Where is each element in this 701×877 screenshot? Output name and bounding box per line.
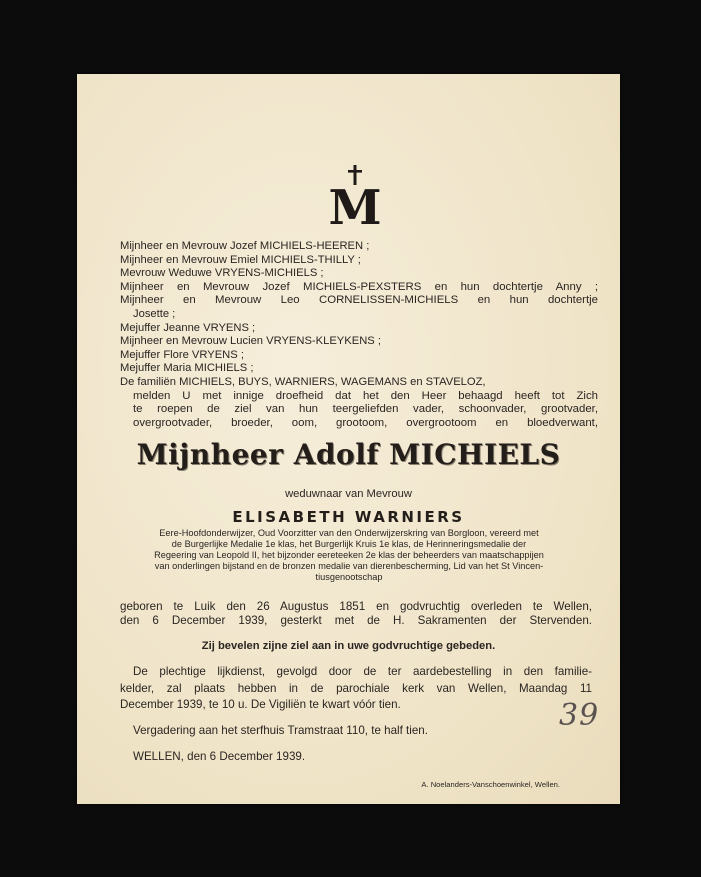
birth-line-1: geboren te Luik den 26 Augustus 1851 en godvruchtig overleden te Wellen, [120, 600, 592, 613]
biography-line-3: Regeering van Leopold II, het bijzonder eereteeken 2e klas der beheerders van maatschappijen [154, 550, 544, 560]
family-line-3: Mevrouw Weduwe VRYENS-MICHIELS ; [120, 267, 324, 280]
biography-line-2: de Burgerlijke Medalie 1e klas, het Burgerlijk Kruis 1e klas, de Herinneringsmedalie der [171, 539, 527, 549]
family-line-5: Mijnheer en Mevrouw Leo CORNELISSEN-MICHIELS en hun dochtertje [120, 294, 598, 307]
family-line-8: Mijnheer en Mevrouw Lucien VRYENS-KLEYKENS ; [120, 335, 381, 348]
printer-credit: A. Noelanders-Vanschoenwinkel, Wellen. [421, 780, 560, 789]
funeral-info [120, 664, 592, 714]
mourning-card [77, 74, 620, 804]
announcement-line-3: overgrootvader, broeder, oom, grootoom, overgrootoom en bloedverwant, [133, 416, 598, 429]
biography-line-1: Eere-Hoofdonderwijzer, Oud Voorzitter van den Onderwijzerskring van Borgloon, vereerd met [159, 528, 539, 538]
family-line-10: Mejuffer Maria MICHIELS ; [120, 362, 254, 375]
funeral-line-2: kelder, zal plaats hebben in de parochiale kerk van Wellen, Maandag 11 [120, 681, 592, 695]
family-line-6: Josette ; [133, 308, 176, 320]
cross-monogram-icon [329, 164, 381, 226]
family-line-9: Mejuffer Flore VRYENS ; [120, 348, 244, 361]
widower-line: weduwnaar van Mevrouw [285, 488, 412, 500]
birth-death-info [120, 600, 592, 627]
funeral-line-3: December 1939, te 10 u. De Vigiliën te kwart vóór tien. [120, 698, 401, 711]
announcement-line-2: te roepen de ziel van hun teergeliefden vader, schoonvader, grootvader, [133, 403, 598, 416]
announcement-line-1: melden U met innige droefheid dat het den Heer behaagd heeft tot Zich [133, 389, 598, 402]
birth-line-2: den 6 December 1939, gesterkt met de H. Sakramenten der Stervenden. [120, 613, 592, 627]
monogram-letter: M [329, 180, 381, 226]
biography-line-4: van onderlingen bijstand en de bronzen medalie van dierenbescherming, Lid van het St Vincen- [154, 561, 544, 571]
handwritten-number: 39 [559, 698, 600, 733]
family-line-11: De familiën MICHIELS, BUYS, WARNIERS, WAGEMANS en STAVELOZ, [120, 376, 486, 388]
wife-name: ELISABETH WARNIERS [232, 508, 465, 526]
biography-line-5: tiusgenootschap [315, 572, 383, 582]
meeting-line: Vergadering aan het sterfhuis Tramstraat 110, te half tien. [133, 724, 428, 737]
place-date: WELLEN, den 6 December 1939. [133, 750, 306, 763]
family-line-2: Mijnheer en Mevrouw Emiel MICHIELS-THILLY ; [120, 253, 361, 266]
prayer-line: Zij bevelen zijne ziel aan in uwe godvruchtige gebeden. [201, 640, 496, 652]
funeral-line-1: De plechtige lijkdienst, gevolgd door de ter aardebestelling in den familie- [133, 665, 592, 678]
family-line-1: Mijnheer en Mevrouw Jozef MICHIELS-HEEREN ; [120, 240, 370, 252]
cross-monogram-svg [329, 164, 381, 226]
biography [117, 528, 581, 583]
family-line-4: Mijnheer en Mevrouw Jozef MICHIELS-PEXSTERS en hun dochtertje Anny ; [120, 280, 598, 293]
family-line-7: Mejuffer Jeanne VRYENS ; [120, 321, 256, 334]
deceased-name: Mijnheer Adolf MICHIELS [136, 438, 561, 471]
